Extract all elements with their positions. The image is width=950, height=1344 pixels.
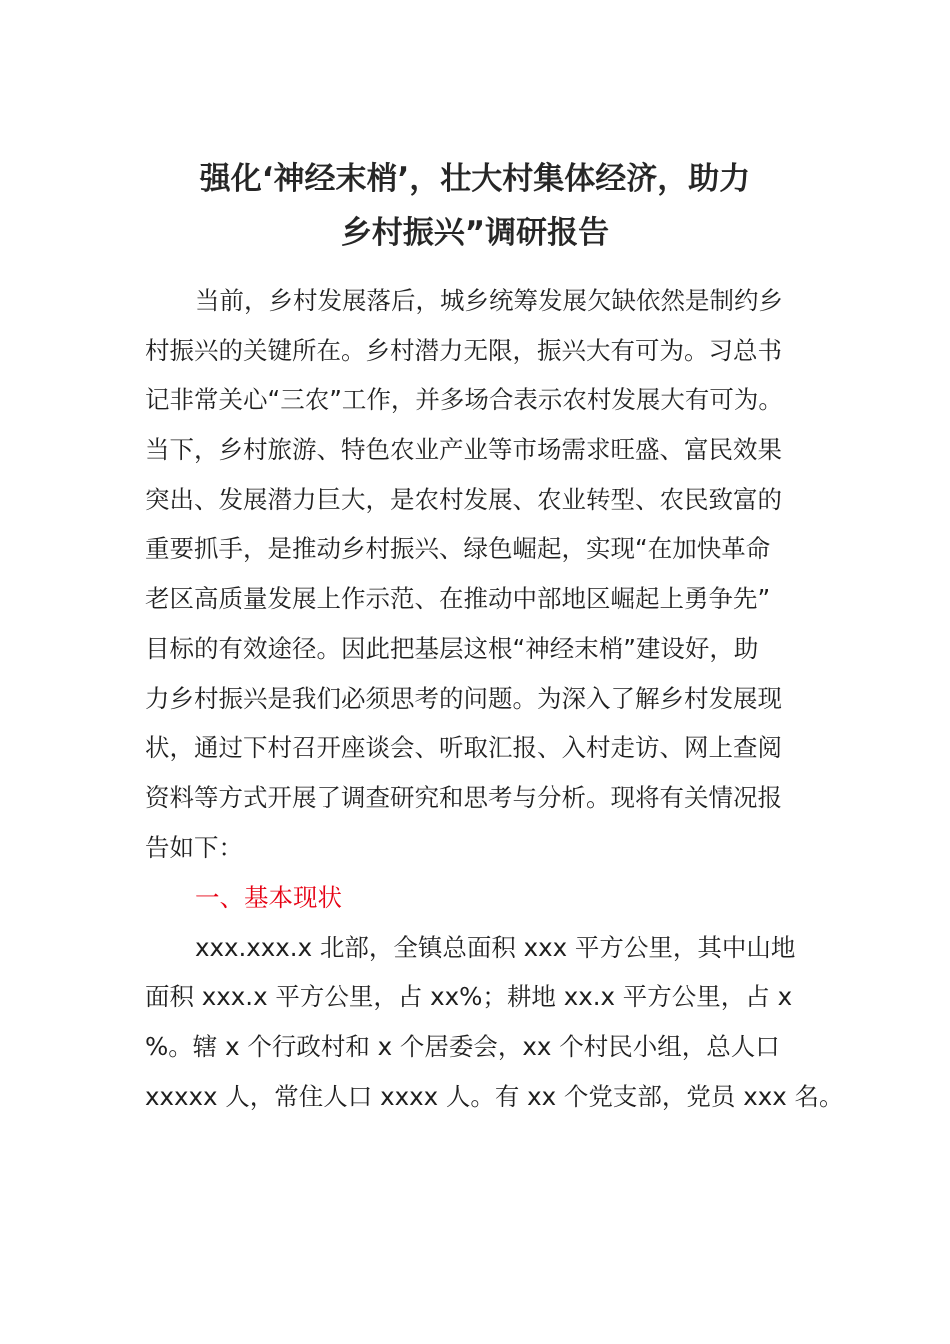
intro-line: 资料等方式开展了调查研究和思考与分析。现将有关情况报 xyxy=(145,782,782,812)
intro-line: 老区高质量发展上作示范、在推动中部地区崛起上勇争先” xyxy=(145,584,771,614)
intro-line: 目标的有效途径。因此把基层这根“神经末梢”建设好，助 xyxy=(145,633,759,663)
section-line: 面积 xxx.x 平方公里，占 xx%；耕地 xx.x 平方公里，占 x xyxy=(145,982,793,1012)
title-line-1: 强化‘神经末梢’，壮大村集体经济，助力 xyxy=(199,161,751,197)
intro-line: 当下，乡村旅游、特色农业产业等市场需求旺盛、富民效果 xyxy=(145,435,782,465)
intro-line: 状，通过下村召开座谈会、听取汇报、入村走访、网上查阅 xyxy=(145,733,782,763)
intro-line: 重要抓手，是推动乡村振兴、绿色崛起，实现“在加快革命 xyxy=(145,534,771,564)
section-line: xxxxx 人，常住人口 xxxx 人。有 xx 个党支部，党员 xxx 名。 xyxy=(145,1081,844,1111)
section-basic-status xyxy=(145,873,844,1121)
intro-line: 记非常关心“三农”工作，并多场合表示农村发展大有可为。 xyxy=(145,385,783,415)
intro-line: 告如下： xyxy=(145,832,243,862)
intro-line: 力乡村振兴是我们必须思考的问题。为深入了解乡村发展现 xyxy=(145,683,782,713)
intro-paragraph xyxy=(145,276,835,872)
section-line: xxx.xxx.x 北部，全镇总面积 xxx 平方公里，其中山地 xyxy=(195,932,796,962)
intro-line: 村振兴的关键所在。乡村潜力无限，振兴大有可为。习总书 xyxy=(145,335,782,365)
section-line: %。辖 x 个行政村和 x 个居委会，xx 个村民小组，总人口 xyxy=(145,1032,780,1062)
title-line-2: 乡村振兴”调研报告 xyxy=(340,215,610,251)
report-title xyxy=(120,152,830,260)
intro-line: 当前，乡村发展落后，城乡统筹发展欠缺依然是制约乡 xyxy=(195,286,783,315)
section-heading: 一、基本现状 xyxy=(195,883,342,912)
intro-line: 突出、发展潜力巨大，是农村发展、农业转型、农民致富的 xyxy=(145,484,782,514)
